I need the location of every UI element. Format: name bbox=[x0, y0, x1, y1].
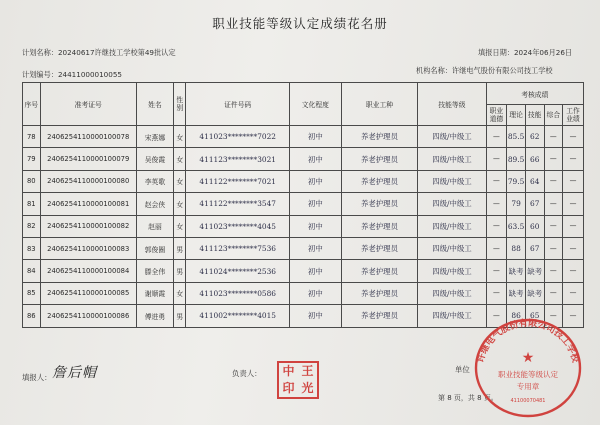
institution-value: 许继电气股份有限公司技工学校 bbox=[451, 66, 553, 75]
cell-level: 四级/中级工 bbox=[418, 193, 486, 215]
cell-level: 四级/中级工 bbox=[418, 170, 486, 192]
cell-exam-id: 2406254110000100085 bbox=[40, 282, 136, 304]
cell-skill: 64 bbox=[525, 170, 544, 192]
cell-gender: 女 bbox=[174, 215, 186, 237]
cell-ethics: — bbox=[486, 170, 507, 192]
cell-ethics: — bbox=[486, 305, 507, 327]
cell-name: 赵丽 bbox=[136, 215, 173, 237]
cell-level: 四级/中级工 bbox=[418, 126, 486, 148]
header-occupation: 职业工种 bbox=[341, 83, 418, 126]
cell-name: 傅进勇 bbox=[136, 305, 173, 327]
cell-gender: 男 bbox=[174, 260, 186, 282]
cell-education: 初中 bbox=[289, 305, 341, 327]
cell-skill: 67 bbox=[525, 193, 544, 215]
page-info: 第 8 页，共 8 页。 bbox=[438, 394, 498, 402]
cell-work: — bbox=[563, 305, 584, 327]
table-row bbox=[23, 215, 584, 237]
cell-education: 初中 bbox=[289, 215, 341, 237]
cell-cert-no: 411023********0586 bbox=[186, 282, 289, 304]
cell-name: 吴俊霞 bbox=[136, 148, 173, 170]
cell-name: 李英歌 bbox=[136, 170, 173, 192]
cell-theory: 85.5 bbox=[507, 126, 526, 148]
round-seal-star-icon: ★ bbox=[521, 350, 535, 366]
table-row bbox=[23, 170, 584, 192]
cell-theory: 88 bbox=[507, 237, 526, 259]
cell-skill: 60 bbox=[525, 215, 544, 237]
header-cert-no: 证件号码 bbox=[186, 83, 289, 126]
cell-theory: 63.5 bbox=[507, 215, 526, 237]
filler-signature: 詹后帽 bbox=[52, 365, 97, 381]
cell-work: — bbox=[563, 148, 584, 170]
cell-ethics: — bbox=[486, 148, 507, 170]
cell-occupation: 养老护理员 bbox=[341, 215, 418, 237]
table-header-row bbox=[23, 83, 584, 105]
cell-comprehensive: — bbox=[544, 260, 563, 282]
table-body bbox=[23, 126, 584, 328]
cell-ethics: — bbox=[486, 282, 507, 304]
cell-seq: 84 bbox=[23, 260, 41, 282]
cell-level: 四级/中级工 bbox=[418, 305, 486, 327]
cell-exam-id: 2406254110000100079 bbox=[40, 148, 136, 170]
cell-education: 初中 bbox=[289, 148, 341, 170]
cell-occupation: 养老护理员 bbox=[341, 260, 418, 282]
cell-gender: 女 bbox=[174, 193, 186, 215]
cell-work: — bbox=[563, 126, 584, 148]
square-seal-char: 王 bbox=[301, 364, 314, 378]
cell-theory: 79.5 bbox=[507, 170, 526, 192]
cell-exam-id: 2406254110000100081 bbox=[40, 193, 136, 215]
header-scores-group: 考核成绩 bbox=[486, 83, 583, 105]
cell-cert-no: 411023********7022 bbox=[186, 126, 289, 148]
round-seal-number: 41100070481 bbox=[510, 398, 546, 404]
cell-education: 初中 bbox=[289, 260, 341, 282]
cell-seq: 79 bbox=[23, 148, 41, 170]
filler-label: 填报人： bbox=[22, 373, 52, 382]
cell-theory: 缺考 bbox=[507, 282, 526, 304]
cell-cert-no: 411122********7021 bbox=[186, 170, 289, 192]
cell-comprehensive: — bbox=[544, 170, 563, 192]
header-exam-id: 准考证号 bbox=[40, 83, 136, 126]
cell-name: 赵会侠 bbox=[136, 193, 173, 215]
cell-exam-id: 2406254110000100082 bbox=[40, 215, 136, 237]
cell-ethics: — bbox=[486, 126, 507, 148]
score-table bbox=[22, 82, 584, 328]
cell-level: 四级/中级工 bbox=[418, 237, 486, 259]
cell-education: 初中 bbox=[289, 237, 341, 259]
cell-level: 四级/中级工 bbox=[418, 215, 486, 237]
responsible-label: 负责人： bbox=[232, 369, 262, 378]
cell-cert-no: 411123********7536 bbox=[186, 237, 289, 259]
cell-cert-no: 411123********3021 bbox=[186, 148, 289, 170]
cell-exam-id: 2406254110000100086 bbox=[40, 305, 136, 327]
plan-number-value: 24411000010055 bbox=[57, 70, 122, 79]
cell-skill: 缺考 bbox=[525, 260, 544, 282]
plan-number bbox=[22, 70, 122, 80]
square-seal-char: 光 bbox=[301, 381, 314, 395]
cell-seq: 83 bbox=[23, 237, 41, 259]
fill-date-label: 填报日期： bbox=[478, 48, 514, 57]
cell-theory: 86 bbox=[507, 305, 526, 327]
cell-ethics: — bbox=[486, 215, 507, 237]
cell-work: — bbox=[563, 193, 584, 215]
cell-seq: 82 bbox=[23, 215, 41, 237]
cell-comprehensive: — bbox=[544, 148, 563, 170]
cell-level: 四级/中级工 bbox=[418, 260, 486, 282]
cell-occupation: 养老护理员 bbox=[341, 170, 418, 192]
cell-theory: 缺考 bbox=[507, 260, 526, 282]
cell-name: 谢顺霞 bbox=[136, 282, 173, 304]
table-row bbox=[23, 193, 584, 215]
cell-theory: 89.5 bbox=[507, 148, 526, 170]
cell-occupation: 养老护理员 bbox=[341, 126, 418, 148]
cell-name: 郭俊圈 bbox=[136, 237, 173, 259]
cell-comprehensive: — bbox=[544, 215, 563, 237]
cell-gender: 女 bbox=[174, 170, 186, 192]
cell-cert-no: 411024********2536 bbox=[186, 260, 289, 282]
cell-skill: 缺考 bbox=[525, 282, 544, 304]
cell-level: 四级/中级工 bbox=[418, 282, 486, 304]
table-row bbox=[23, 282, 584, 304]
institution bbox=[416, 66, 553, 76]
cell-skill: 66 bbox=[525, 148, 544, 170]
cell-gender: 女 bbox=[174, 148, 186, 170]
cell-gender: 男 bbox=[174, 237, 186, 259]
cell-education: 初中 bbox=[289, 170, 341, 192]
cell-ethics: — bbox=[486, 260, 507, 282]
plan-number-label: 计划编号： bbox=[22, 70, 58, 79]
square-seal bbox=[277, 361, 319, 399]
cell-education: 初中 bbox=[289, 282, 341, 304]
cell-ethics: — bbox=[486, 193, 507, 215]
cell-skill: 67 bbox=[525, 237, 544, 259]
cell-skill: 62 bbox=[525, 126, 544, 148]
cell-seq: 80 bbox=[23, 170, 41, 192]
cell-skill: 65 bbox=[525, 305, 544, 327]
header-skill: 技能 bbox=[525, 105, 544, 126]
round-seal-center-text: 职业技能等级认定 bbox=[498, 370, 558, 379]
cell-comprehensive: — bbox=[544, 282, 563, 304]
cell-level: 四级/中级工 bbox=[418, 148, 486, 170]
header-work-performance: 工作业绩 bbox=[563, 105, 584, 126]
table-row bbox=[23, 148, 584, 170]
header-ethics: 职业道德 bbox=[486, 105, 507, 126]
cell-occupation: 养老护理员 bbox=[341, 193, 418, 215]
round-seal-arc-text: 许继电气股份有限公司技工学校 bbox=[475, 318, 581, 364]
plan-name-label: 计划名称： bbox=[22, 48, 58, 57]
fill-date bbox=[478, 48, 572, 58]
cell-seq: 85 bbox=[23, 282, 41, 304]
cell-occupation: 养老护理员 bbox=[341, 148, 418, 170]
cell-seq: 81 bbox=[23, 193, 41, 215]
cell-name: 宋燕娜 bbox=[136, 126, 173, 148]
cell-ethics: — bbox=[486, 237, 507, 259]
cell-cert-no: 411023********4045 bbox=[186, 215, 289, 237]
table-row bbox=[23, 237, 584, 259]
cell-comprehensive: — bbox=[544, 193, 563, 215]
cell-seq: 86 bbox=[23, 305, 41, 327]
cell-occupation: 养老护理员 bbox=[341, 282, 418, 304]
cell-work: — bbox=[563, 170, 584, 192]
header-gender: 性别 bbox=[174, 83, 186, 126]
cell-cert-no: 411122********3547 bbox=[186, 193, 289, 215]
cell-comprehensive: — bbox=[544, 305, 563, 327]
cell-theory: 79 bbox=[507, 193, 526, 215]
header-level: 技能等级 bbox=[418, 83, 486, 126]
cell-work: — bbox=[563, 215, 584, 237]
cell-comprehensive: — bbox=[544, 237, 563, 259]
table-row bbox=[23, 126, 584, 148]
fill-date-value: 2024年06月26日 bbox=[513, 48, 573, 57]
cell-occupation: 养老护理员 bbox=[341, 305, 418, 327]
cell-exam-id: 2406254110000100078 bbox=[40, 126, 136, 148]
cell-work: — bbox=[563, 282, 584, 304]
document-title: 职业技能等级认定成绩花名册 bbox=[212, 16, 388, 31]
cell-work: — bbox=[563, 237, 584, 259]
cell-name: 滕全伟 bbox=[136, 260, 173, 282]
cell-exam-id: 2406254110000100084 bbox=[40, 260, 136, 282]
header-comprehensive: 综合 bbox=[544, 105, 563, 126]
cell-seq: 78 bbox=[23, 126, 41, 148]
header-education: 文化程度 bbox=[289, 83, 341, 126]
cell-cert-no: 411002********4015 bbox=[186, 305, 289, 327]
institution-label: 机构名称： bbox=[416, 66, 452, 75]
header-seq: 序号 bbox=[23, 83, 41, 126]
plan-name-value: 20240617许继技工学校第49批认定 bbox=[57, 48, 176, 57]
cell-gender: 女 bbox=[174, 126, 186, 148]
cell-gender: 女 bbox=[174, 282, 186, 304]
header-name: 姓名 bbox=[136, 83, 173, 126]
square-seal-char: 中 bbox=[282, 364, 295, 378]
plan-name bbox=[22, 48, 176, 58]
square-seal-char: 印 bbox=[282, 381, 295, 395]
cell-exam-id: 2406254110000100080 bbox=[40, 170, 136, 192]
cell-gender: 男 bbox=[174, 305, 186, 327]
header-theory: 理论 bbox=[507, 105, 526, 126]
cell-occupation: 养老护理员 bbox=[341, 237, 418, 259]
cell-education: 初中 bbox=[289, 126, 341, 148]
cell-comprehensive: — bbox=[544, 126, 563, 148]
table-row bbox=[23, 260, 584, 282]
round-seal bbox=[468, 310, 588, 420]
cell-work: — bbox=[563, 260, 584, 282]
round-seal-bottom-text: 专用章 bbox=[516, 382, 540, 391]
cell-education: 初中 bbox=[289, 193, 341, 215]
cell-exam-id: 2406254110000100083 bbox=[40, 237, 136, 259]
unit-label: 单位 bbox=[455, 365, 470, 374]
